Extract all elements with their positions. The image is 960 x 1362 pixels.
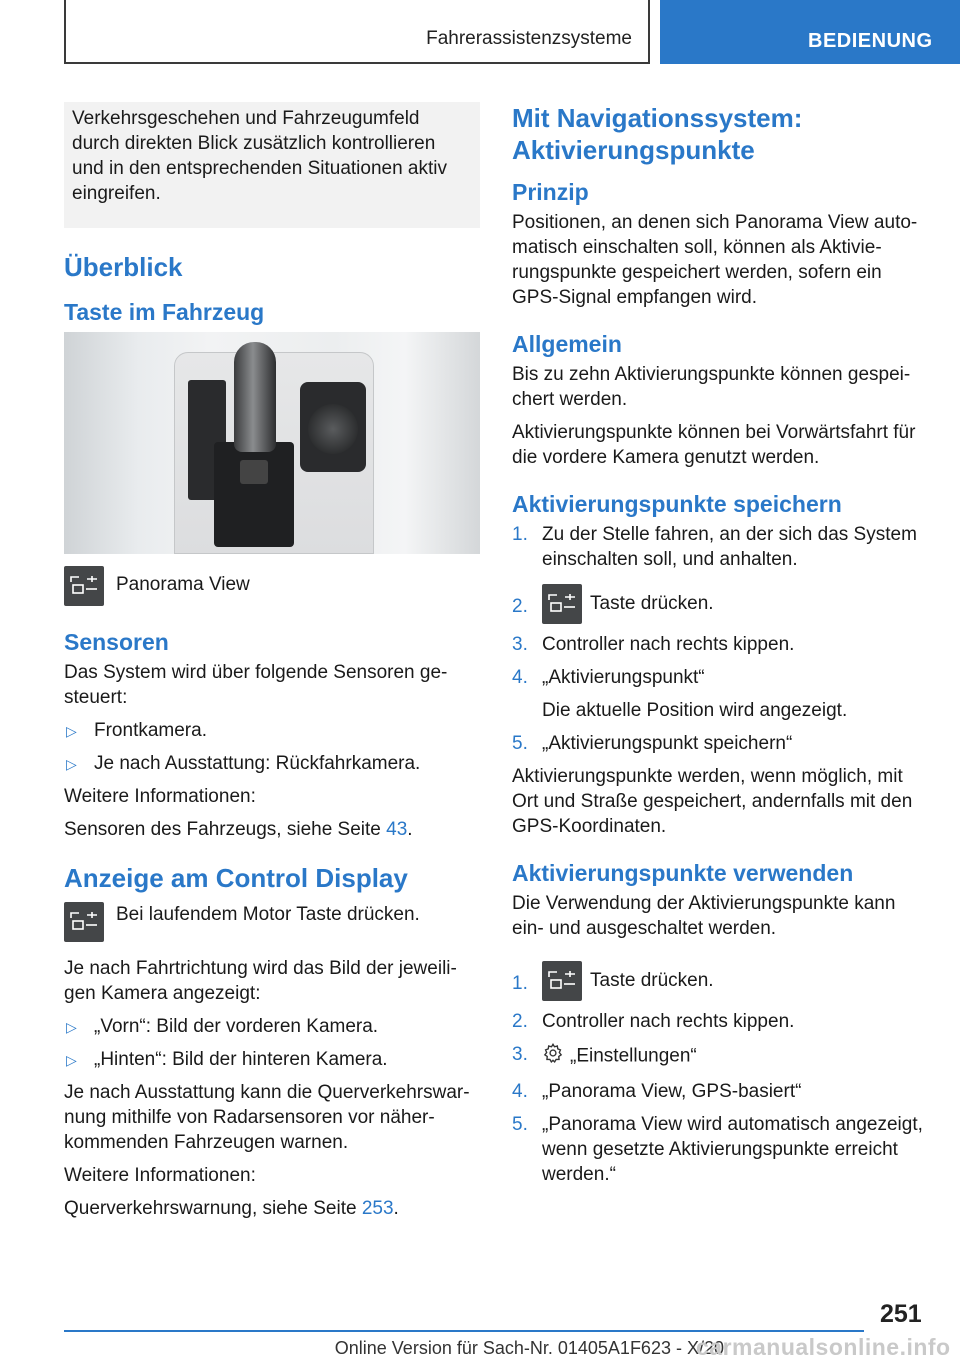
header-section-title: Fahrerassistenzsysteme xyxy=(426,28,632,49)
gear-selector xyxy=(234,342,276,452)
general-text-2: Aktivierungspunkte können bei Vorwärtsfahrt für die vordere Kamera genutzt werden. xyxy=(512,422,916,468)
button-legend xyxy=(64,566,480,606)
header-section-tab xyxy=(64,0,650,64)
triangle-bullet-icon: ▷ xyxy=(66,756,77,772)
principle-text: Positionen, an denen sich Panorama View automatisch einschalten soll, können als Aktivierungspunkte gespeichert werden, sofern ein GPS-Signal empfangen wird. xyxy=(512,212,918,308)
list-item: ▷ Je nach Ausstattung: Rückfahrkamera. xyxy=(64,751,480,776)
panorama-view-key-icon xyxy=(542,584,582,624)
heading-overview: Überblick xyxy=(64,252,183,282)
more-info-label: Weitere Informationen: xyxy=(64,1165,256,1186)
sensors-text: Das System wird über folgende Sensoren gesteuert: xyxy=(64,662,448,708)
use-text: Die Verwendung der Aktivierungspunkte kann ein- und ausgeschaltet werden. xyxy=(512,893,896,939)
panorama-view-key-icon xyxy=(542,961,582,1001)
heading-display: Anzeige am Control Display xyxy=(64,863,408,893)
list-item: 2. Taste drücken. xyxy=(512,580,924,624)
heading-use-points: Aktivierungspunkte verwenden xyxy=(512,860,854,886)
list-item: 2. Controller nach rechts kippen. xyxy=(512,1011,795,1032)
gear-icon xyxy=(542,1042,564,1071)
display-instruction-text: Bei laufendem Motor Taste drücken. xyxy=(116,904,420,925)
page-link-253[interactable]: 253 xyxy=(361,1198,394,1219)
heading-button: Taste im Fahrzeug xyxy=(64,299,265,325)
save-after-text: Aktivierungspunkte werden, wenn möglich, mit Ort und Straße gespeichert, andernfalls mit den GPS-Koordinaten. xyxy=(512,766,913,837)
list-item: ▷ „Hinten“: Bild der hinteren Kamera. xyxy=(64,1047,480,1072)
button-legend-label: Panorama View xyxy=(116,574,250,595)
cross-traffic-text: Je nach Ausstattung kann die Querverkehrswarnung mithilfe von Radarsensoren vor näherkommenden Fahrzeugen warnen. xyxy=(64,1082,470,1153)
more-info-label: Weitere Informationen: xyxy=(64,786,256,807)
use-steps xyxy=(512,957,924,1187)
footer-online-version: Online Version für Sach-Nr. 01405A1F623 - X/20 xyxy=(334,1338,724,1358)
list-item: 3. Controller nach rechts kippen. xyxy=(512,634,795,655)
cross-traffic-reference: Querverkehrswarnung, siehe Seite 253. xyxy=(64,1198,399,1219)
heading-sensors: Sensoren xyxy=(64,629,169,655)
general-text-1: Bis zu zehn Aktivierungspunkte können gespeichert werden. xyxy=(512,364,911,410)
panorama-view-key-icon xyxy=(64,902,104,942)
list-item: 1. Zu der Stelle fahren, an der sich das System einschalten soll, und anhalten. xyxy=(512,524,917,570)
safety-note xyxy=(64,102,480,228)
left-column xyxy=(64,102,480,1229)
panorama-view-key-icon xyxy=(64,566,104,606)
list-item: 3. „Einstellungen“ xyxy=(512,1042,924,1071)
triangle-bullet-icon: ▷ xyxy=(66,723,77,739)
sensors-reference: Sensoren des Fahrzeugs, siehe Seite 43. xyxy=(64,819,413,840)
header-chapter-tab xyxy=(660,0,960,64)
idrive-controller xyxy=(300,382,366,472)
list-item: 5. „Panorama View wird automatisch angezeigt, wenn gesetzte Aktivierungspunkte erreicht werden.“ xyxy=(512,1114,923,1185)
save-steps xyxy=(512,522,924,756)
heading-general: Allgemein xyxy=(512,331,622,357)
safety-note-text: Verkehrsgeschehen und Fahrzeugumfeld durch direkten Blick zusätzlich kontrollieren und in den entsprechenden Situationen aktiv eingreifen. xyxy=(72,108,447,204)
triangle-bullet-icon: ▷ xyxy=(66,1052,77,1068)
triangle-bullet-icon: ▷ xyxy=(66,1019,77,1035)
list-item: ▷ Frontkamera. xyxy=(64,718,480,743)
page-link-43[interactable]: 43 xyxy=(386,819,408,840)
heading-save-points: Aktivierungspunkte speichern xyxy=(512,491,842,517)
list-item: 5. „Aktivierungspunkt speichern“ xyxy=(512,733,793,754)
page-number: 251 xyxy=(880,1300,922,1328)
list-item: 1. Taste drücken. xyxy=(512,957,924,1001)
display-instruction xyxy=(64,902,480,942)
console-photo xyxy=(64,332,480,554)
sensors-list xyxy=(64,718,480,776)
list-item: ▷ „Vorn“: Bild der vorderen Kamera. xyxy=(64,1014,480,1039)
header-chapter-title: BEDIENUNG xyxy=(808,30,933,52)
parking-brake-button xyxy=(240,460,268,484)
list-item: 4. „Panorama View, GPS-basiert“ xyxy=(512,1081,802,1102)
direction-list xyxy=(64,1014,480,1072)
gear-base xyxy=(214,442,294,547)
watermark: carmanualsonline.info xyxy=(696,1334,951,1360)
heading-navigation: Mit Navigationssystem: Aktivierungspunkte xyxy=(512,103,803,165)
footer-divider xyxy=(64,1330,864,1332)
heading-principle: Prinzip xyxy=(512,179,589,205)
right-column xyxy=(512,102,924,1195)
direction-text: Je nach Fahrtrichtung wird das Bild der jeweiligen Kamera angezeigt: xyxy=(64,958,457,1004)
list-item: 4. „Aktivierungspunkt“ Die aktuelle Position wird angezeigt. xyxy=(512,667,848,721)
